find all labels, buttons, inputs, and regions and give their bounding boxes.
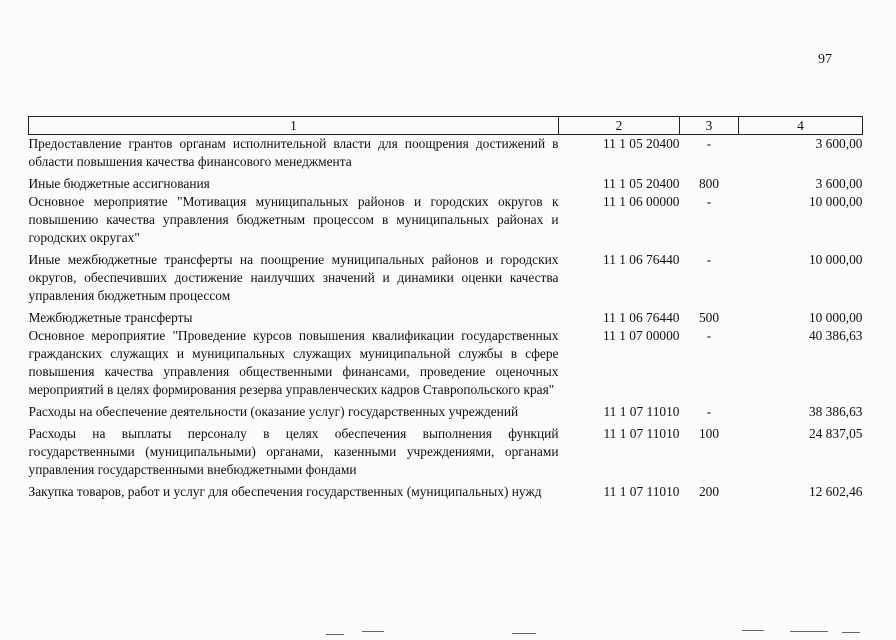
table-row (29, 483, 863, 501)
row-amount: 40 386,63 (808, 328, 863, 343)
row-amount: 10 000,00 (808, 194, 863, 209)
row-amount: 10 000,00 (808, 252, 863, 267)
scan-artifact (842, 632, 860, 633)
table-row (29, 327, 863, 403)
row-description: Закупка товаров, работ и услуг для обеспечения государственных (муниципальных) нужд (28, 484, 542, 499)
row-description: Межбюджетные трансферты (28, 310, 193, 325)
page-number: 97 (818, 52, 832, 67)
row-amount: 12 602,46 (808, 484, 863, 499)
row-code: 11 1 06 76440 (603, 252, 680, 267)
row-description: Иные межбюджетные трансферты на поощрение муниципальных районов и городских округов, обеспечивших достижение наилучших значений и динамики оценки качества управления бюджетным процессом (28, 252, 559, 303)
table-row (29, 135, 863, 176)
row-amount: 10 000,00 (808, 310, 863, 325)
row-amount: 3 600,00 (815, 136, 863, 151)
scan-artifact (512, 633, 536, 634)
column-header-2: 2 (559, 117, 680, 135)
row-expense-type: - (706, 136, 712, 151)
budget-table (28, 116, 863, 501)
row-expense-type: 200 (698, 484, 720, 499)
scan-artifact (790, 631, 828, 632)
row-amount: 3 600,00 (815, 176, 863, 191)
row-code: 11 1 07 11010 (603, 484, 680, 499)
row-code: 11 1 07 11010 (603, 404, 680, 419)
row-expense-type: 100 (698, 426, 720, 441)
table-row (29, 403, 863, 425)
row-expense-type: 800 (698, 176, 720, 191)
row-code: 11 1 06 00000 (603, 194, 680, 209)
table-row (29, 425, 863, 483)
row-expense-type: - (706, 252, 712, 267)
row-description: Расходы на выплаты персоналу в целях обеспечения выполнения функций государственными (муниципальными) органами, казенными учреждениями, органами управления государственными внебюджетными фондами (28, 426, 559, 477)
row-code: 11 1 06 76440 (603, 310, 680, 325)
row-description: Основное мероприятие "Мотивация муниципальных районов и городских округов к повышению качества управления бюджетным процессом в муниципальных районах и городских округах" (28, 194, 559, 245)
row-description: Предоставление грантов органам исполнительной власти для поощрения достижений в области повышения качества финансового менеджмента (28, 136, 559, 169)
row-amount: 24 837,05 (808, 426, 863, 441)
scan-artifact (326, 634, 344, 635)
table-row (29, 175, 863, 193)
table-header-row (29, 117, 863, 135)
column-header-3: 3 (680, 117, 739, 135)
scan-artifact (742, 630, 764, 631)
row-expense-type: - (706, 404, 712, 419)
row-description: Основное мероприятие "Проведение курсов повышения квалификации государственных гражданских служащих и муниципальных служащих муниципальной службы в сфере повышения качества управления общественными финансами, проведение оценочных мероприятий в целях формирования резерва управленческих кадров Ставропольского края" (28, 328, 559, 397)
row-expense-type: - (706, 194, 712, 209)
scan-artifact (362, 631, 384, 632)
row-expense-type: - (706, 328, 712, 343)
row-description: Иные бюджетные ассигнования (28, 176, 210, 191)
table-row (29, 251, 863, 309)
table-row (29, 193, 863, 251)
row-code: 11 1 05 20400 (603, 176, 680, 191)
row-expense-type: 500 (698, 310, 720, 325)
column-header-1: 1 (29, 117, 559, 135)
table-row (29, 309, 863, 327)
row-code: 11 1 05 20400 (603, 136, 680, 151)
row-description: Расходы на обеспечение деятельности (оказание услуг) государственных учреждений (28, 404, 519, 419)
row-code: 11 1 07 00000 (603, 328, 680, 343)
row-code: 11 1 07 11010 (603, 426, 680, 441)
row-amount: 38 386,63 (808, 404, 863, 419)
column-header-4: 4 (739, 117, 863, 135)
